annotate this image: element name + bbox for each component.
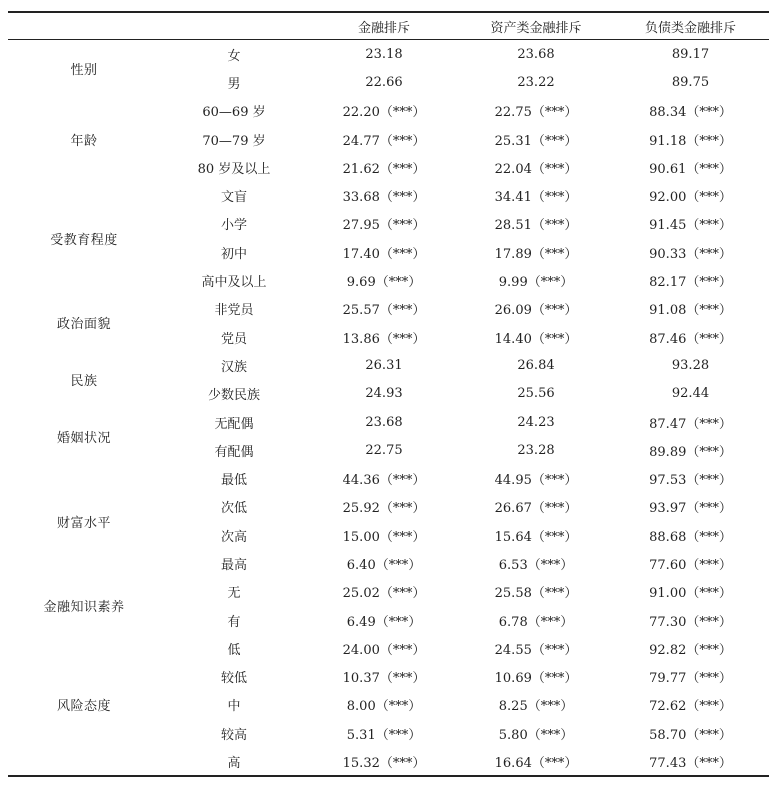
debt-exclusion-value: 89.75 — [671, 74, 710, 90]
row-category-label: 低 — [227, 642, 241, 658]
debt-exclusion-value: 93.97（***） — [649, 501, 732, 517]
row-category-label: 最高 — [220, 557, 247, 573]
debt-exclusion-value: 58.70（***） — [649, 727, 732, 743]
financial-exclusion-value: 13.86（***） — [342, 331, 426, 347]
row-category-label: 初中 — [220, 246, 247, 262]
row-category-label: 高中及以上 — [201, 275, 267, 291]
asset-exclusion-value: 6.78（***） — [498, 614, 574, 630]
table-row — [8, 408, 769, 436]
row-category-label: 汉族 — [220, 359, 247, 375]
table-header-row — [8, 13, 769, 40]
row-group-label: 金融知识素养 — [43, 600, 125, 616]
financial-exclusion-value: 27.95（***） — [342, 218, 426, 234]
asset-exclusion-value: 14.40（***） — [494, 331, 578, 347]
financial-exclusion-value: 10.37（***） — [342, 671, 426, 687]
header-group-column — [8, 13, 160, 40]
asset-exclusion-value: 24.55（***） — [494, 642, 578, 658]
debt-exclusion-value: 72.62（***） — [649, 699, 732, 715]
row-category-label: 非党员 — [214, 303, 254, 319]
row-group-label: 风险态度 — [56, 699, 111, 715]
table-row — [8, 181, 769, 209]
debt-exclusion-value: 97.53（***） — [649, 473, 732, 489]
row-group-label: 年龄 — [70, 133, 98, 149]
debt-exclusion-value: 82.17（***） — [649, 275, 732, 291]
row-category-label: 无 — [227, 586, 241, 602]
asset-exclusion-value: 25.31（***） — [494, 133, 578, 149]
asset-exclusion-value: 22.75（***） — [494, 105, 578, 121]
debt-exclusion-value: 77.30（***） — [649, 614, 732, 630]
statistics-table — [8, 13, 769, 776]
financial-exclusion-value: 22.20（***） — [342, 105, 426, 121]
financial-exclusion-value: 15.32（***） — [342, 756, 426, 772]
financial-exclusion-value: 25.57（***） — [342, 303, 426, 319]
financial-exclusion-value: 24.93 — [365, 386, 403, 402]
financial-exclusion-value: 17.40（***） — [342, 246, 426, 262]
row-category-label: 中 — [227, 699, 241, 715]
asset-exclusion-value: 23.22 — [517, 74, 555, 90]
debt-exclusion-value: 92.82（***） — [649, 642, 732, 658]
debt-exclusion-value: 77.43（***） — [649, 756, 732, 772]
financial-exclusion-value: 25.02（***） — [342, 586, 426, 602]
asset-exclusion-value: 16.64（***） — [494, 756, 578, 772]
asset-exclusion-value: 22.04（***） — [494, 161, 578, 177]
debt-exclusion-value: 91.00（***） — [649, 586, 732, 602]
row-category-label: 党员 — [220, 331, 247, 347]
asset-exclusion-value: 15.64（***） — [494, 529, 578, 545]
asset-exclusion-value: 25.56 — [517, 386, 555, 402]
asset-exclusion-value: 23.68 — [517, 46, 555, 62]
debt-exclusion-value: 91.08（***） — [649, 303, 732, 319]
asset-exclusion-value: 25.58（***） — [494, 586, 578, 602]
financial-exclusion-value: 6.40（***） — [346, 557, 422, 573]
financial-exclusion-value: 26.31 — [365, 357, 403, 373]
row-category-label: 少数民族 — [207, 388, 260, 404]
row-category-label: 有 — [227, 614, 241, 630]
debt-exclusion-value: 79.77（***） — [649, 671, 732, 687]
asset-exclusion-value: 26.84 — [517, 357, 555, 373]
debt-exclusion-value: 88.34（***） — [649, 105, 732, 121]
row-category-label: 次高 — [220, 529, 247, 545]
debt-exclusion-value: 91.18（***） — [649, 133, 732, 149]
financial-exclusion-value: 21.62（***） — [342, 161, 426, 177]
financial-exclusion-value: 24.00（***） — [342, 642, 426, 658]
table-row — [8, 97, 769, 125]
asset-exclusion-value: 34.41（***） — [494, 190, 578, 206]
row-category-label: 较低 — [220, 671, 247, 687]
asset-exclusion-value: 44.95（***） — [494, 473, 578, 489]
header-asset-financial-exclusion: 资产类金融排斥 — [460, 13, 612, 40]
financial-exclusion-value: 5.31（***） — [346, 727, 422, 743]
asset-exclusion-value: 5.80（***） — [498, 727, 574, 743]
row-category-label: 无配偶 — [214, 416, 254, 432]
asset-exclusion-value: 24.23 — [517, 414, 555, 430]
debt-exclusion-value: 90.33（***） — [649, 246, 732, 262]
table-row — [8, 40, 769, 69]
row-category-label: 女 — [227, 48, 241, 64]
financial-exclusion-value: 44.36（***） — [342, 473, 426, 489]
financial-exclusion-value: 22.66 — [365, 74, 403, 90]
financial-exclusion-value: 25.92（***） — [342, 501, 426, 517]
financial-exclusion-value: 22.75 — [365, 442, 403, 458]
row-group-label: 财富水平 — [56, 515, 111, 531]
header-financial-exclusion: 金融排斥 — [308, 13, 460, 40]
debt-exclusion-value: 89.89（***） — [649, 444, 732, 460]
header-debt-financial-exclusion: 负债类金融排斥 — [612, 13, 769, 40]
row-category-label: 60—69 岁 — [202, 105, 266, 121]
financial-exclusion-value: 6.49（***） — [346, 614, 422, 630]
table-row — [8, 351, 769, 379]
asset-exclusion-value: 23.28 — [517, 442, 555, 458]
row-category-label: 70—79 岁 — [202, 133, 266, 149]
asset-exclusion-value: 9.99（***） — [498, 275, 574, 291]
debt-exclusion-value: 89.17 — [671, 46, 710, 62]
header-category-column — [160, 13, 308, 40]
table-row — [8, 295, 769, 323]
row-group-label: 民族 — [70, 374, 98, 390]
row-group-label: 婚姻状况 — [56, 430, 111, 446]
financial-exclusion-value: 24.77（***） — [342, 133, 426, 149]
debt-exclusion-value: 92.44 — [671, 386, 710, 402]
table-row — [8, 464, 769, 492]
financial-exclusion-value: 23.68 — [365, 414, 403, 430]
row-group-label: 受教育程度 — [50, 232, 118, 248]
table-bottom-rule — [8, 775, 769, 777]
debt-exclusion-value: 92.00（***） — [649, 190, 732, 206]
debt-exclusion-value: 88.68（***） — [649, 529, 732, 545]
asset-exclusion-value: 8.25（***） — [498, 699, 574, 715]
asset-exclusion-value: 10.69（***） — [494, 671, 578, 687]
financial-exclusion-value: 15.00（***） — [342, 529, 426, 545]
asset-exclusion-value: 6.53（***） — [498, 557, 574, 573]
asset-exclusion-value: 28.51（***） — [494, 218, 578, 234]
row-category-label: 有配偶 — [214, 444, 254, 460]
row-category-label: 较高 — [220, 727, 247, 743]
row-category-label: 80 岁及以上 — [197, 161, 271, 177]
row-category-label: 男 — [227, 76, 241, 92]
financial-exclusion-value: 9.69（***） — [346, 275, 422, 291]
debt-exclusion-value: 87.47（***） — [649, 416, 732, 432]
table-row — [8, 578, 769, 606]
row-group-label: 性别 — [70, 62, 98, 78]
table-body — [8, 40, 769, 776]
debt-exclusion-value: 91.45（***） — [649, 218, 732, 234]
debt-exclusion-value: 90.61（***） — [649, 161, 732, 177]
row-group-label: 政治面貌 — [56, 317, 111, 333]
row-category-label: 次低 — [220, 501, 247, 517]
financial-exclusion-value: 33.68（***） — [342, 190, 426, 206]
asset-exclusion-value: 26.67（***） — [494, 501, 578, 517]
asset-exclusion-value: 26.09（***） — [494, 303, 578, 319]
debt-exclusion-value: 77.60（***） — [649, 557, 732, 573]
row-category-label: 最低 — [220, 473, 247, 489]
statistics-table-container — [8, 13, 769, 776]
debt-exclusion-value: 87.46（***） — [649, 331, 732, 347]
asset-exclusion-value: 17.89（***） — [494, 246, 578, 262]
row-category-label: 文盲 — [220, 190, 247, 206]
financial-exclusion-value: 23.18 — [365, 46, 403, 62]
financial-exclusion-value: 8.00（***） — [346, 699, 422, 715]
row-category-label: 小学 — [220, 218, 247, 234]
debt-exclusion-value: 93.28 — [671, 357, 710, 373]
table-row — [8, 634, 769, 662]
row-category-label: 高 — [227, 756, 241, 772]
